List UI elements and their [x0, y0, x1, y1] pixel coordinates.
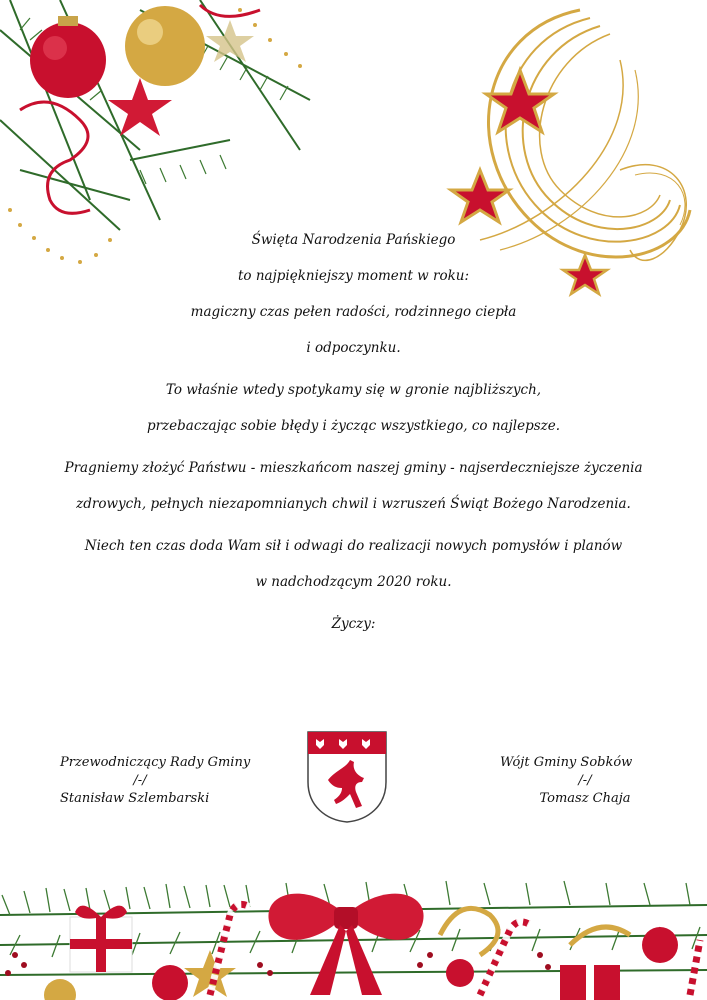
- coat-of-arms-icon: [306, 730, 388, 824]
- greeting-line: przebaczając sobie błędy i życząc wszystkiego, co najlepsze.: [146, 418, 561, 434]
- greeting-line: Niech ten czas doda Wam sił i odwagi do realizacji nowych pomysłów i planów: [84, 538, 623, 554]
- greeting-text: [0, 222, 707, 642]
- greeting-line: Pragniemy złożyć Państwu - mieszkańcom naszej gminy - najserdeczniejsze życzenia: [64, 460, 643, 476]
- christmas-garland-icon: [0, 855, 707, 1000]
- signature-mark: /-/: [133, 773, 147, 788]
- greeting-line: i odpoczynku.: [306, 340, 401, 356]
- signature-mark: /-/: [578, 773, 592, 788]
- signature-title: Wójt Gminy Sobków: [500, 755, 633, 770]
- signature-council-chairman: [60, 754, 251, 808]
- greeting-line: magiczny czas pełen radości, rodzinnego ciepła: [190, 304, 517, 320]
- signature-name: Stanisław Szlembarski: [60, 791, 210, 806]
- greeting-line: w nadchodzącym 2020 roku.: [255, 574, 452, 590]
- signature-mayor: [500, 754, 670, 808]
- greeting-line: Święta Narodzenia Pańskiego: [251, 232, 456, 248]
- signature-name: Tomasz Chaja: [539, 791, 631, 806]
- greeting-line: to najpiękniejszy moment w roku:: [237, 268, 470, 284]
- greeting-line: To właśnie wtedy spotykamy się w gronie najbliższych,: [165, 382, 542, 398]
- greeting-closing: Życzy:: [331, 616, 376, 632]
- greeting-line: zdrowych, pełnych niezapomnianych chwil i wzruszeń Świąt Bożego Narodzenia.: [76, 496, 631, 512]
- signature-title: Przewodniczący Rady Gminy: [60, 755, 251, 770]
